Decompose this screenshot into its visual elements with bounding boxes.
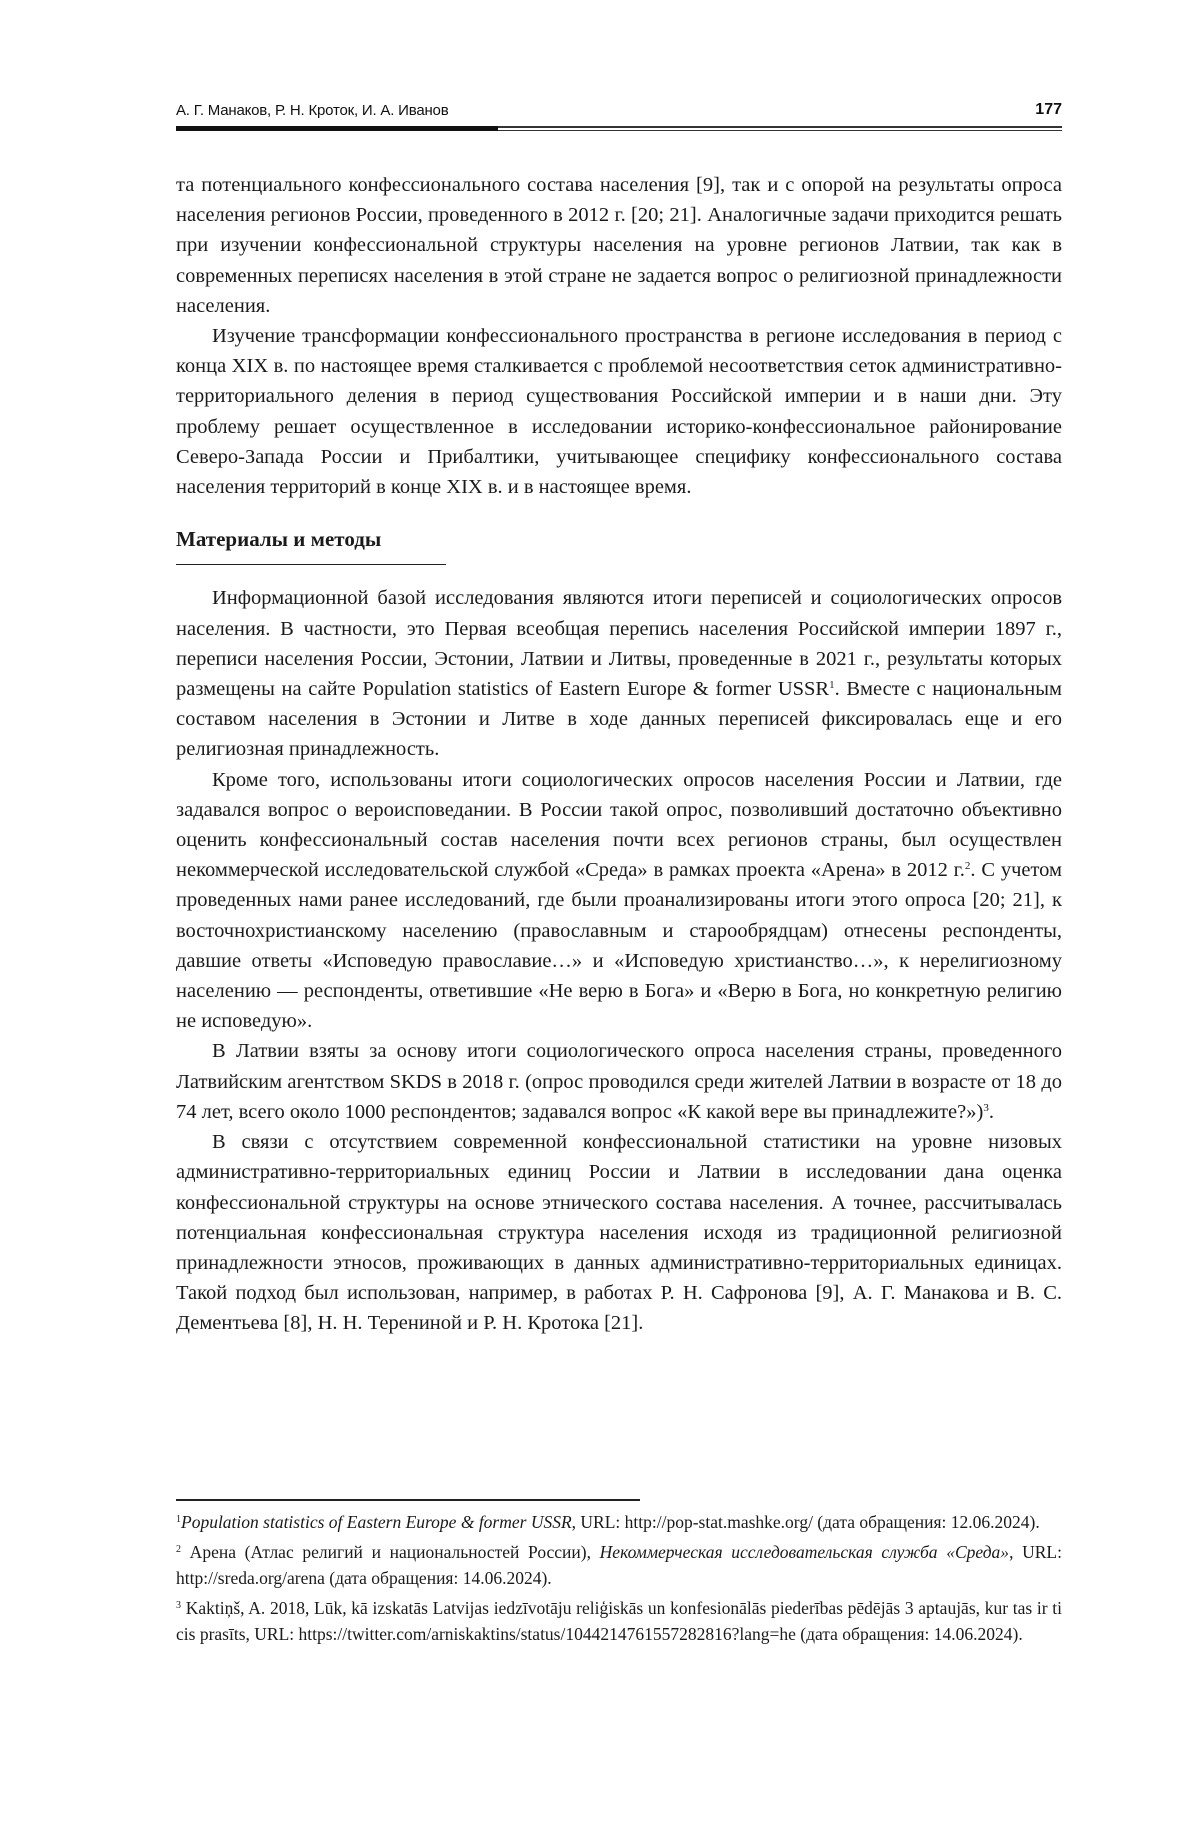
footnote-ref-1[interactable]: 1 bbox=[829, 679, 835, 692]
footnote-2-number: 2 bbox=[176, 1543, 181, 1555]
section-title: Материалы и методы bbox=[176, 524, 446, 565]
section-spacer bbox=[176, 565, 1062, 583]
header-rule-thick bbox=[176, 126, 498, 131]
intro-paragraph-2: Изучение трансформации конфессионального пространства в регионе исследования в период с конца XIX в. по настоящее время сталкивается с проблемой несоответствия сеток административно-территориального деления в период существования Российской империи и в наши дни. Эту проблему решает осуществленное в исследовании историко-конфессиональное районирование Северо-Запада России и Прибалтики, учитывающее специфику конфессионального состава населения территорий в конце XIX в. и в настоящее время. bbox=[176, 325, 1062, 499]
running-head bbox=[176, 100, 1062, 124]
running-head-authors: А. Г. Манаков, Р. Н. Кроток, И. А. Иванов bbox=[176, 102, 449, 119]
methods-p3-text: В Латвии взяты за основу итоги социологического опроса населения страны, проведенного Латвийским агентством SKDS в 2018 г. (опрос проводился среди жителей Латвии в возрасте от 18 до 74 лет, всего около 1000 респондентов; задавался вопрос «К какой вере вы принадлежите?») bbox=[176, 1040, 1062, 1123]
header-rule-thin-bottom bbox=[498, 130, 1062, 132]
footnote-separator bbox=[176, 1499, 640, 1501]
methods-p2-text-cont: . С учетом проведенных нами ранее исследований, где были проанализированы итоги этого опроса [20; 21], к восточнохристианскому населению (православным и старообрядцам) отнесены респонденты, давшие ответы «Исповедую православие…» и «Исповедую христианство…», к нерелигиозному населению — респонденты, ответившие «Не верю в Бога» и «Верю в Бога, но конкретную религию не исповедую». bbox=[176, 859, 1063, 1033]
footnotes bbox=[176, 1509, 1062, 1651]
footnote-2 bbox=[176, 1539, 1062, 1592]
methods-paragraph-3 bbox=[176, 1036, 1062, 1127]
methods-paragraph-4: В связи с отсутствием современной конфессиональной статистики на уровне низовых административно-территориальных единиц России и Латвии в исследовании дана оценка конфессиональной структуры на основе этнического состава населения. А точнее, рассчитывалась потенциальная конфессиональная структура населения исходя из традиционной религиозной принадлежности этносов, проживающих в данных административно-территориальных единицах. Такой подход был использован, например, в работах Р. Н. Сафронова [9], А. Г. Манакова и В. С. Дементьева [8], Н. Н. Терениной и Р. Н. Кротока [21]. bbox=[176, 1131, 1062, 1335]
footnote-ref-2[interactable]: 2 bbox=[964, 860, 971, 873]
methods-paragraph-2 bbox=[176, 765, 1062, 1037]
methods-p2-text: Кроме того, использованы итоги социологических опросов населения России и Латвии, где задавался вопрос о вероисповедании. В России такой опрос, позволивший достаточно объективно оценить конфессиональный состав населения почти всех регионов страны, был осуществлен некоммерческой исследовательской службой «Среда» в рамках проекта «Арена» в 2012 г. bbox=[176, 768, 1062, 882]
methods-paragraph-1 bbox=[176, 583, 1062, 764]
footnote-1-title: Population statistics of Eastern Europe & former USSR bbox=[181, 1512, 572, 1532]
footnote-3 bbox=[176, 1595, 1062, 1648]
footnote-2-text[interactable]: , URL: http://sreda.org/arena (дата обращения: 14.06.2024). bbox=[176, 1541, 1062, 1588]
methods-p1-text-cont: . Вместе с национальным составом населения в Эстонии и Литве в ходе данных переписей фиксировалась еще и его религиозная принадлежность. bbox=[176, 678, 1063, 761]
header-rule-thin-top bbox=[498, 126, 1062, 128]
footnote-2-pre: Арена (Атлас религий и национальностей России), bbox=[181, 1541, 600, 1562]
footnote-3-number: 3 bbox=[176, 1599, 181, 1611]
footnote-3-text[interactable]: Kaktiņš, A. 2018, Lūk, kā izskatās Latvijas iedzīvotāju reliģiskās un konfesionālās piederības pēdējās 3 aptaujās, kur tas ir ticis prasīts, URL: https://twitter.com/arniskaktins/status/1044214761557282816?lang=he (дата обращения: 14.06.2024). bbox=[176, 1597, 1062, 1644]
methods-p3-text-cont: . bbox=[988, 1100, 994, 1123]
footnote-1 bbox=[176, 1509, 1062, 1536]
footnote-ref-3[interactable]: 3 bbox=[983, 1101, 989, 1114]
footnote-2-title: Некоммерческая исследовательская служба «Среда» bbox=[599, 1541, 1010, 1562]
header-rule bbox=[176, 126, 1062, 132]
footnote-1-text[interactable]: , URL: http://pop-stat.mashke.org/ (дата обращения: 12.06.2024). bbox=[571, 1512, 1040, 1532]
body-text bbox=[176, 170, 1062, 1339]
footnote-1-number: 1 bbox=[176, 1514, 181, 1525]
page-number: 177 bbox=[1035, 101, 1062, 118]
methods-p1-text: Информационной базой исследования являются итоги переписей и социологических опросов населения. В частности, это Первая всеобщая перепись населения Российской империи 1897 г., переписи населения России, Эстонии, Латвии и Литвы, проведенные в 2021 г., результаты которых размещены на сайте Population statistics of Eastern Europe & former USSR bbox=[176, 587, 1062, 701]
intro-paragraph-1: та потенциального конфессионального состава населения [9], так и с опорой на результаты опроса населения регионов России, проведенного в 2012 г. [20; 21]. Аналогичные задачи приходится решать при изучении конфессиональной структуры населения на уровне регионов Латвии, так как в современных переписях населения в этой стране не задается вопрос о религиозной принадлежности населения. bbox=[176, 174, 1062, 317]
